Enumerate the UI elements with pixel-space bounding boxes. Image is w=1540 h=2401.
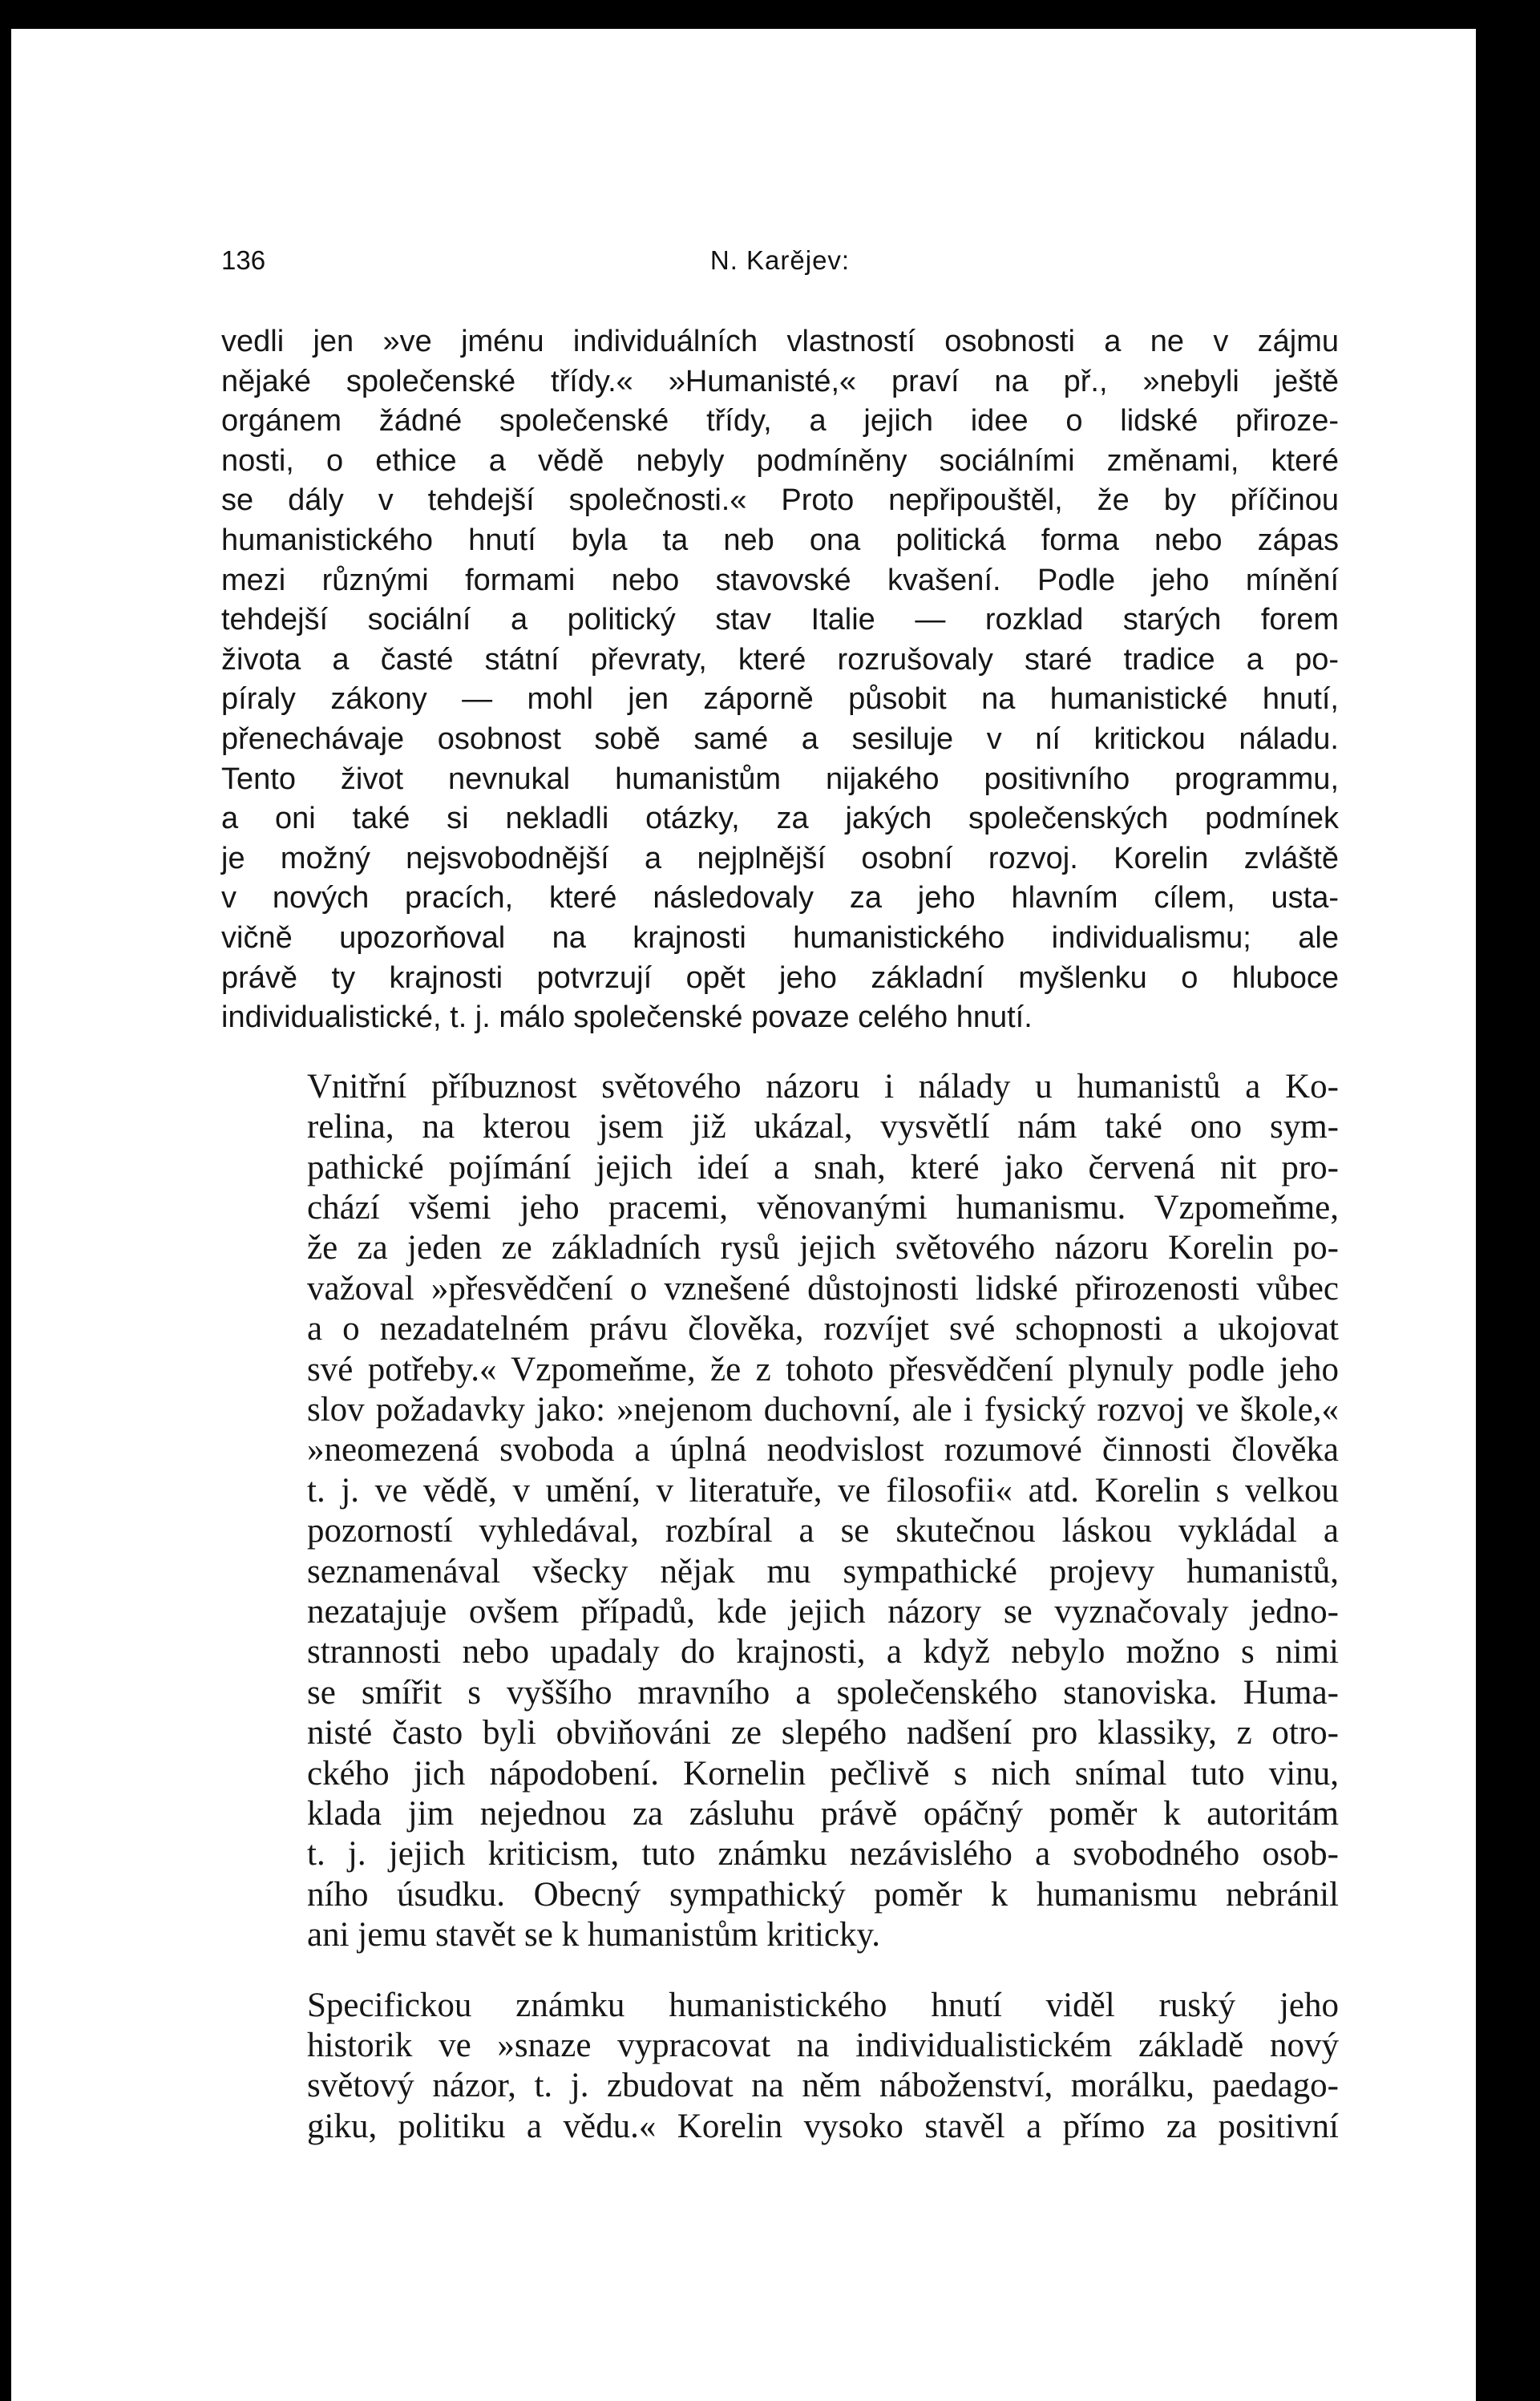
running-title: N. Karějev: [709,245,851,275]
text-line: přenechávaje osobnost sobě samé a sesiluje v ní kritickou náladu. [221,722,1339,756]
text-line: vedli jen »ve jménu individuálních vlastností osobnosti a ne v zájmu [221,325,1339,358]
text-line: relina, na kterou jsem již ukázal, vysvětlí nám také ono sym- [307,1108,1339,1146]
text-line: že za jeden ze základních rysů jejich světového názoru Korelin po- [307,1229,1339,1267]
text-line: Vnitřní příbuznost světového názoru i nálady u humanistů a Ko- [307,1067,1339,1106]
text-line: pozorností vyhledával, rozbíral a se skutečnou láskou vykládal a [307,1512,1339,1550]
text-line: života a časté státní převraty, které rozrušovaly staré tradice a po- [221,642,1339,677]
text-line: strannosti nebo upadaly do krajnosti, a když nebylo možno s nimi [307,1633,1339,1671]
text-line: ckého jich nápodobení. Kornelin pečlivě s nich snímal tuto vinu, [307,1754,1339,1793]
text-line: vičně upozorňoval na krajnosti humanistického individualismu; ale [221,920,1339,955]
text-line: chází všemi jeho pracemi, věnovanými humanismu. Vzpomeňme, [307,1188,1339,1227]
text-line: píraly zákony — mohl jen záporně působit na humanistické hnutí, [221,682,1339,717]
page-number: 136 [221,245,266,275]
text-line: orgánem žádné společenské třídy, a jejich idee o lidské přiroze- [221,404,1339,439]
text-line: své potřeby.« Vzpomeňme, že z tohoto přesvědčení plynuly podle jeho [307,1350,1339,1388]
text-line: mezi různými formami nebo stavovské kvašení. Podle jeho mínění [221,563,1339,597]
page-edge-shadow [1476,0,1540,2401]
text-line: právě ty krajnosti potvrzují opět jeho základní myšlenku o hluboce [221,960,1339,995]
text-line: klada jim nejednou za zásluhu právě opáčný poměr k autoritám [307,1795,1339,1833]
text-line: ního úsudku. Obecný sympathický poměr k humanismu nebránil [307,1875,1339,1914]
text-line: giku, politiku a vědu.« Korelin vysoko stavěl a přímo za positivní [307,2107,1339,2145]
paragraph-2 [221,1067,1339,1956]
text-line: »neomezená svoboda a úplná neodvislost rozumové činnosti člověka [307,1431,1339,1469]
text-line: světový názor, t. j. zbudovat na něm náboženství, morálku, paedago- [307,2067,1339,2105]
text-line: a oni také si nekladli otázky, za jakých společenských podmínek [221,802,1339,836]
text-line: tehdejší sociální a politický stav Italie — rozklad starých forem [221,603,1339,637]
text-line: nezatajuje ovšem případů, kde jejich názory se vyznačovaly jedno- [307,1592,1339,1631]
text-line: individualistické, t. j. málo společenské povaze celého hnutí. [221,1000,1033,1035]
text-line: je možný nejsvobodnější a nejplnější osobní rozvoj. Korelin zvláště [221,841,1339,875]
page-header [221,239,1339,290]
text-line: slov požadavky jako: »nejenom duchovní, ale i fysický rozvoj ve škole,« [307,1390,1339,1429]
text-line: nějaké společenské třídy.« »Humanisté,« praví na př., »nebyli ještě [221,364,1339,398]
text-line: nisté často byli obviňováni ze slepého nadšení pro klassiky, z otro- [307,1714,1339,1752]
text-line: važoval »přesvědčení o vznešené důstojnosti lidské přirozenosti vůbec [307,1269,1339,1308]
text-line: se dály v tehdejší společnosti.« Proto nepřipouštěl, že by příčinou [221,483,1339,518]
text-line: v nových pracích, které následovaly za jeho hlavním cílem, usta- [221,881,1339,916]
text-line: a o nezadatelném právu člověka, rozvíjet své schopnosti a ukojovat [307,1310,1339,1348]
text-line: pathické pojímání jejich ideí a snah, které jako červená nit pro- [307,1148,1339,1186]
paragraph-3 [221,1986,1339,2148]
text-line: t. j. jejich kriticism, tuto známku nezávislého a svobodného osob- [307,1835,1339,1874]
body-text [221,322,1339,2147]
text-line: Tento život nevnukal humanistům nijakého positivního programmu, [221,762,1339,796]
text-line: historik ve »snaze vypracovat na individualistickém základě nový [307,2027,1339,2065]
paragraph-1 [221,322,1339,1038]
text-line: t. j. ve vědě, v umění, v literatuře, ve filosofii« atd. Korelin s velkou [307,1471,1339,1510]
text-line: humanistického hnutí byla ta neb ona politická forma nebo zápas [221,523,1339,557]
text-line: seznamenával všecky nějak mu sympathické projevy humanistů, [307,1552,1339,1591]
text-line: ani jemu stavět se k humanistům kriticky. [307,1916,880,1954]
text-line: nosti, o ethice a vědě nebyly podmíněny sociálními změnami, které [221,443,1339,478]
text-line: Specifickou známku humanistického hnutí viděl ruský jeho [307,1986,1339,2024]
text-line: se smířit s vyššího mravního a společenského stanoviska. Huma- [307,1673,1339,1712]
